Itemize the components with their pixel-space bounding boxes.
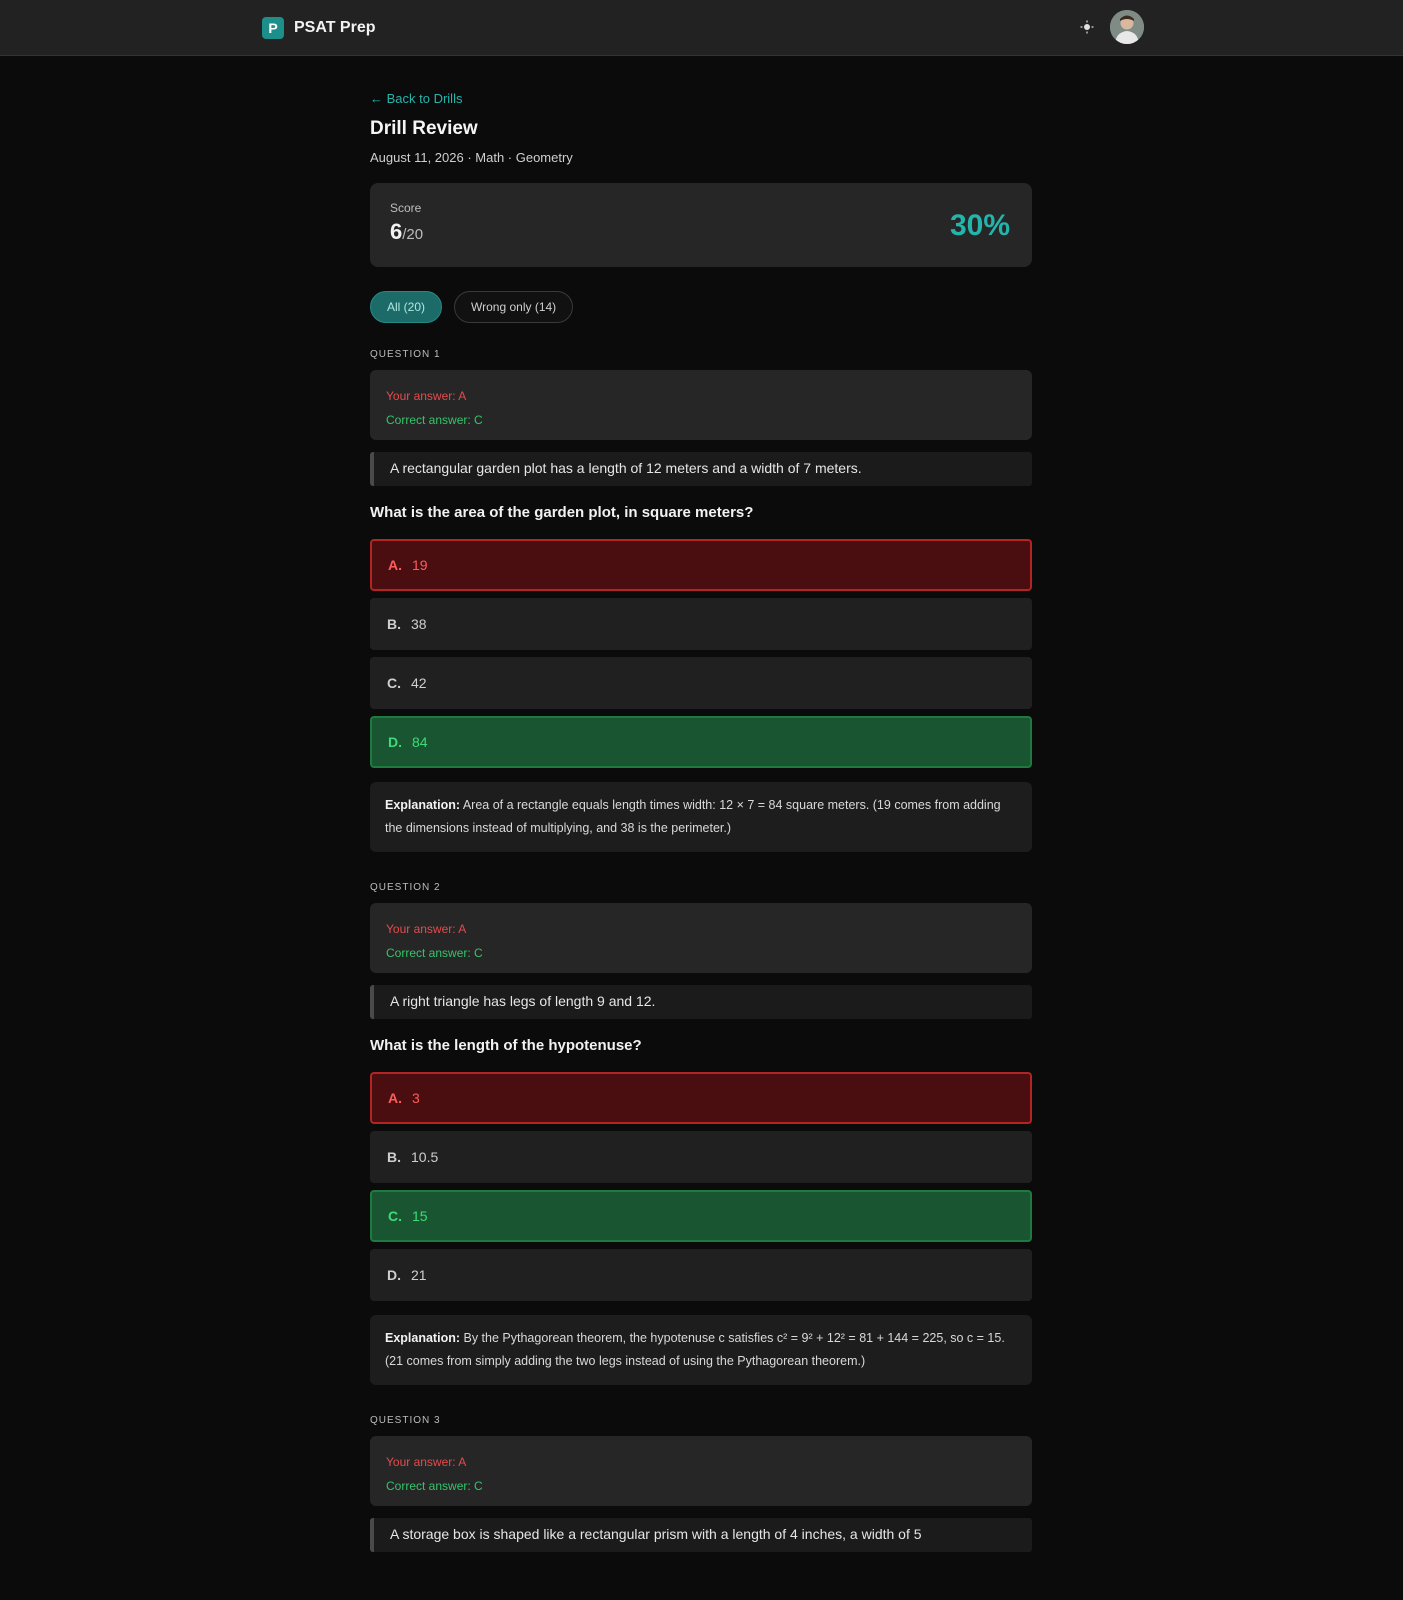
score-label: Score (390, 201, 422, 215)
your-answer: Your answer: A (386, 389, 467, 403)
option-text: 19 (412, 557, 428, 573)
page-title: Drill Review (370, 118, 478, 139)
question-3 (370, 1415, 1032, 1552)
explanation-label: Explanation: (385, 798, 461, 812)
explanation-label: Explanation: (385, 1331, 461, 1345)
explanation-text: By the Pythagorean theorem, the hypotenuse c satisfies c² = 9² + 12² = 81 + 144 = 225, so c = 15. (21 comes from simply adding the two legs instead of using the Pythagorean theorem.) (385, 1331, 1005, 1368)
correct-answer: Correct answer: C (386, 946, 483, 960)
option-d[interactable] (370, 716, 1032, 768)
score-total: /20 (402, 226, 424, 243)
filter-all[interactable]: All (20) (370, 291, 442, 323)
explanation (370, 1315, 1032, 1385)
brand[interactable] (262, 16, 376, 40)
question-2 (370, 882, 1032, 1385)
option-letter: A. (388, 1090, 402, 1106)
correct-answer: Correct answer: C (386, 413, 483, 427)
option-letter: A. (388, 557, 402, 573)
user-avatar[interactable] (1110, 10, 1144, 44)
option-text: 3 (412, 1090, 420, 1106)
answer-summary (370, 370, 1032, 440)
option-letter: C. (387, 675, 401, 691)
option-text: 38 (411, 616, 427, 632)
option-text: 15 (412, 1208, 428, 1224)
option-text: 21 (411, 1267, 427, 1283)
question-passage: A right triangle has legs of length 9 and 12. (370, 985, 1032, 1019)
answer-summary (370, 1436, 1032, 1506)
option-letter: B. (387, 1149, 401, 1165)
question-passage: A storage box is shaped like a rectangular prism with a length of 4 inches, a width of 5 (370, 1518, 1032, 1552)
sun-icon[interactable] (1078, 18, 1096, 36)
option-text: 84 (412, 734, 428, 750)
option-d[interactable] (370, 1249, 1032, 1301)
question-stem: What is the area of the garden plot, in square meters? (370, 504, 754, 521)
answer-summary (370, 903, 1032, 973)
option-c[interactable] (370, 1190, 1032, 1242)
score-correct: 6 (390, 219, 403, 244)
question-passage: A rectangular garden plot has a length of 12 meters and a width of 7 meters. (370, 452, 1032, 486)
question-stem: What is the length of the hypotenuse? (370, 1037, 642, 1054)
drill-review-main (370, 90, 1032, 1570)
filter-wrong-only[interactable]: Wrong only (14) (454, 291, 573, 323)
score-card (370, 183, 1032, 267)
brand-name: PSAT Prep (294, 19, 376, 36)
your-answer: Your answer: A (386, 1455, 467, 1469)
option-b[interactable] (370, 598, 1032, 650)
question-label: QUESTION 1 (370, 349, 441, 360)
page-meta: August 11, 2026 · Math · Geometry (370, 150, 573, 165)
question-label: QUESTION 2 (370, 882, 441, 893)
score-value (390, 219, 1012, 245)
option-text: 42 (411, 675, 427, 691)
option-a[interactable] (370, 1072, 1032, 1124)
option-letter: D. (388, 734, 402, 750)
option-a[interactable] (370, 539, 1032, 591)
your-answer: Your answer: A (386, 922, 467, 936)
correct-answer: Correct answer: C (386, 1479, 483, 1493)
question-1 (370, 349, 1032, 852)
brand-logo-icon: P (262, 17, 284, 39)
explanation (370, 782, 1032, 852)
option-b[interactable] (370, 1131, 1032, 1183)
option-letter: C. (388, 1208, 402, 1224)
explanation-text: Area of a rectangle equals length times width: 12 × 7 = 84 square meters. (19 comes from adding the dimensions instead of multiplying, and 38 is the perimeter.) (385, 798, 1001, 835)
filter-tabs (370, 291, 1032, 323)
back-to-drills-link[interactable]: ← Back to Drills (370, 91, 463, 106)
top-nav-bar (0, 0, 1403, 56)
score-percent: 30% (949, 209, 1010, 242)
option-text: 10.5 (411, 1149, 439, 1165)
option-c[interactable] (370, 657, 1032, 709)
question-label: QUESTION 3 (370, 1415, 441, 1426)
option-letter: B. (387, 616, 401, 632)
option-letter: D. (387, 1267, 401, 1283)
